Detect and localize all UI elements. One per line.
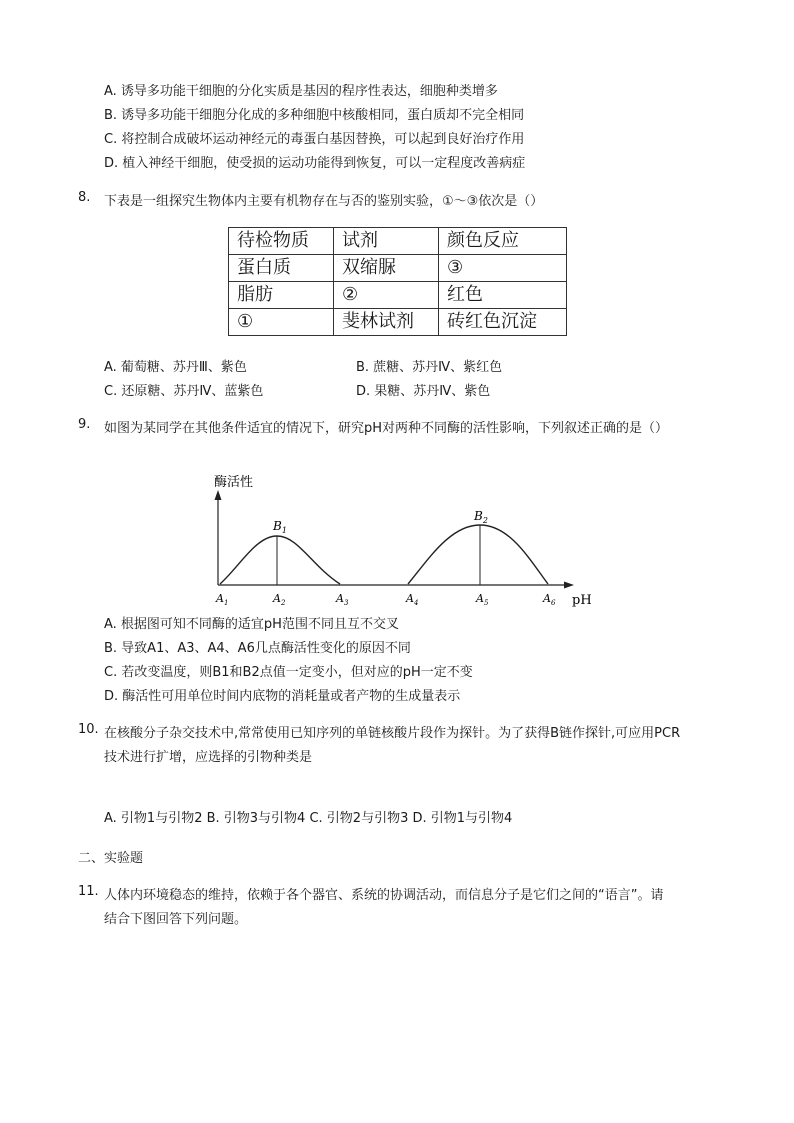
peak-letter: B — [474, 509, 483, 523]
table-row — [229, 309, 567, 336]
enzyme-activity-figure — [200, 470, 600, 615]
peak-label-b1 — [272, 519, 287, 535]
table-cell: 蛋白质 — [229, 255, 334, 282]
q9-number: 9. — [78, 417, 91, 432]
q9-option-d: D. 酶活性可用单位时间内底物的消耗量或者产物的生成量表示 — [104, 689, 461, 704]
x-tick-labels — [215, 592, 556, 607]
tick-a5: $A_5$ — [476, 592, 489, 607]
q8-option-a: A. 葡萄糖、苏丹Ⅲ、紫色 — [104, 360, 247, 375]
x-axis-arrow — [564, 582, 574, 589]
table-cell: 待检物质 — [229, 228, 334, 255]
peak-subscript: 1 — [281, 526, 287, 535]
table-cell: 斐林试剂 — [334, 309, 439, 336]
peak-label-b2 — [473, 509, 488, 525]
tick-a6: $A_6$ — [543, 592, 556, 607]
q8-table — [228, 227, 567, 336]
q8-number: 8. — [78, 190, 91, 205]
q10-stem-line1: 在核酸分子杂交技术中,常常使用已知序列的单链核酸片段作为探针。为了获得B链作探针,可应用PCR — [104, 726, 681, 741]
table-cell: 双缩脲 — [334, 255, 439, 282]
q9-option-b: B. 导致A1、A3、A4、A6几点酶活性变化的原因不同 — [104, 641, 411, 656]
q9-option-c: C. 若改变温度，则B1和B2点值一定变小，但对应的pH一定不变 — [104, 665, 473, 680]
y-axis-label: 酶活性 — [214, 475, 254, 490]
table-row — [229, 228, 567, 255]
peak-subscript: 2 — [482, 516, 488, 525]
enzyme-1-curve — [220, 536, 340, 584]
q7-option-a: A. 诱导多功能干细胞的分化实质是基因的程序性表达，细胞种类增多 — [104, 84, 498, 99]
tick-a4: $A_4$ — [406, 592, 419, 607]
table-cell: ② — [334, 282, 439, 309]
table-row — [229, 255, 567, 282]
q7-option-d: D. 植入神经干细胞，使受损的运动功能得到恢复，可以一定程度改善病症 — [104, 156, 526, 171]
table-row — [229, 282, 567, 309]
q8-option-c: C. 还原糖、苏丹Ⅳ、蓝紫色 — [104, 384, 264, 399]
tick-a1: $A_1$ — [216, 592, 229, 607]
q8-option-b: B. 蔗糖、苏丹Ⅳ、紫红色 — [356, 360, 503, 375]
enzyme-2-curve — [408, 525, 548, 584]
q9-stem: 如图为某同学在其他条件适宜的情况下，研究pH对两种不同酶的活性影响，下列叙述正确的是（） — [104, 421, 669, 436]
table-cell: 红色 — [439, 282, 567, 309]
q10-number: 10. — [78, 722, 99, 737]
q10-options: A. 引物1与引物2 B. 引物3与引物4 C. 引物2与引物3 D. 引物1与引物4 — [104, 811, 513, 826]
q7-option-b: B. 诱导多功能干细胞分化成的多种细胞中核酸相同，蛋白质却不完全相同 — [104, 108, 525, 123]
y-axis-arrow — [215, 490, 222, 500]
tick-a2: $A_2$ — [273, 592, 286, 607]
q9-option-a: A. 根据图可知不同酶的适宜pH范围不同且互不交叉 — [104, 617, 399, 632]
q7-option-c: C. 将控制合成破坏运动神经元的毒蛋白基因替换，可以起到良好治疗作用 — [104, 132, 525, 147]
q11-stem-line1: 人体内环境稳态的维持，依赖于各个器官、系统的协调活动，而信息分子是它们之间的“语言”。请 — [104, 888, 664, 903]
tick-a3: $A_3$ — [336, 592, 349, 607]
q8-stem: 下表是一组探究生物体内主要有机物存在与否的鉴别实验，①～③依次是（） — [104, 194, 544, 209]
table-cell: 颜色反应 — [439, 228, 567, 255]
table-cell: ③ — [439, 255, 567, 282]
table-cell: 脂肪 — [229, 282, 334, 309]
peak-letter: B — [273, 519, 282, 533]
table-cell: ① — [229, 309, 334, 336]
table-cell: 试剂 — [334, 228, 439, 255]
section-heading: 二、实验题 — [78, 851, 144, 866]
q11-stem-line2: 结合下图回答下列问题。 — [104, 912, 248, 927]
q8-option-d: D. 果糖、苏丹Ⅳ、紫色 — [356, 384, 491, 399]
q11-number: 11. — [78, 884, 99, 899]
x-axis-label: pH — [572, 593, 592, 608]
q10-stem-line2: 技术进行扩增，应选择的引物种类是 — [104, 750, 313, 765]
table-cell: 砖红色沉淀 — [439, 309, 567, 336]
